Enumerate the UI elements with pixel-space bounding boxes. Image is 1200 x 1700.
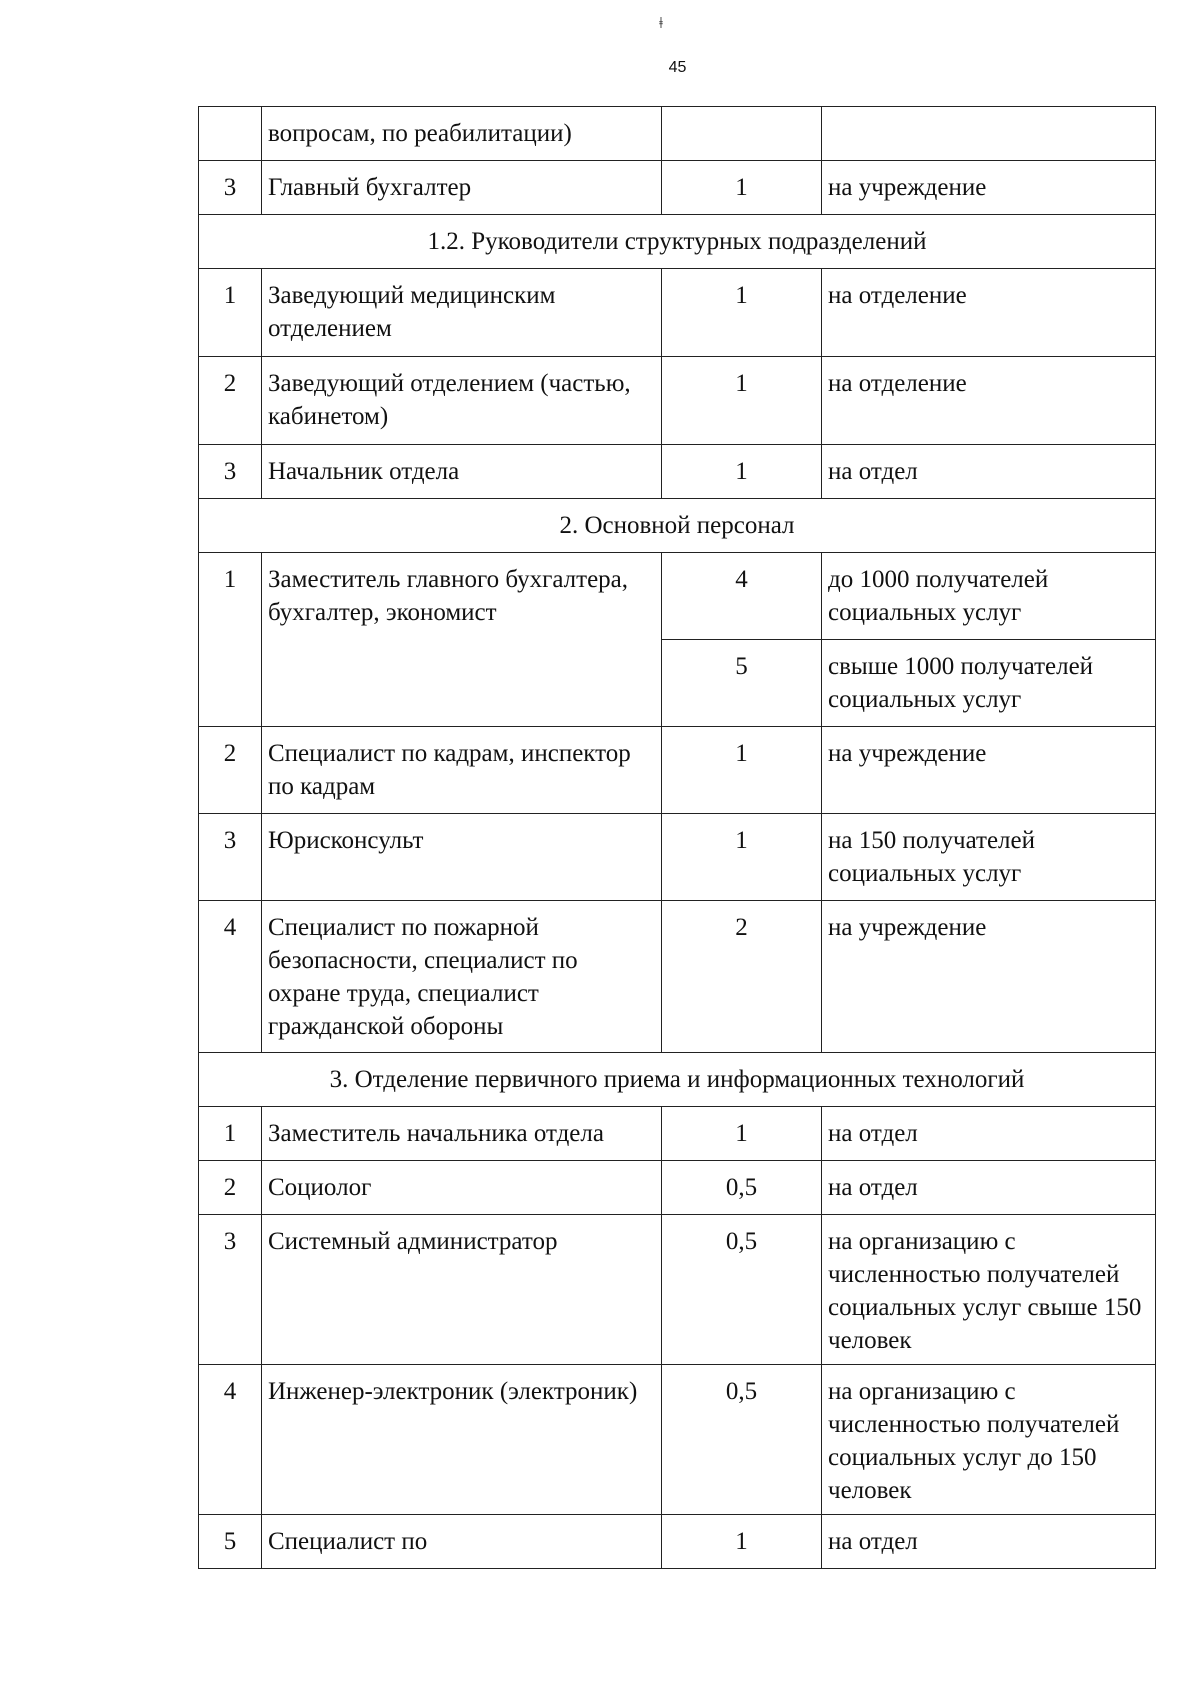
quantity-cell: 1 bbox=[662, 445, 822, 499]
position-cell: Системный администратор bbox=[262, 1215, 662, 1365]
quantity-cell: 2 bbox=[662, 901, 822, 1053]
basis-cell: на организацию с численностью получателей социальных услуг до 150 человек bbox=[822, 1365, 1156, 1515]
row-number bbox=[199, 107, 262, 161]
quantity-cell: 1 bbox=[662, 357, 822, 445]
quantity-cell: 5 bbox=[662, 640, 822, 727]
table-row bbox=[199, 357, 1156, 445]
position-cell: Специалист по кадрам, инспектор по кадрам bbox=[262, 727, 662, 814]
position-cell: Социолог bbox=[262, 1161, 662, 1215]
table-row bbox=[199, 1515, 1156, 1569]
position-cell: Начальник отдела bbox=[262, 445, 662, 499]
basis-cell: на отдел bbox=[822, 445, 1156, 499]
basis-cell: до 1000 получателей социальных услуг bbox=[822, 553, 1156, 640]
position-cell: Заместитель начальника отдела bbox=[262, 1107, 662, 1161]
section-heading-row bbox=[199, 1053, 1156, 1107]
row-number: 4 bbox=[199, 1365, 262, 1515]
position-cell: Специалист по bbox=[262, 1515, 662, 1569]
basis-cell: на учреждение bbox=[822, 161, 1156, 215]
table-row bbox=[199, 445, 1156, 499]
position-cell: Главный бухгалтер bbox=[262, 161, 662, 215]
basis-cell: свыше 1000 получателей социальных услуг bbox=[822, 640, 1156, 727]
section-heading: 1.2. Руководители структурных подразделений bbox=[199, 215, 1156, 269]
basis-cell: на учреждение bbox=[822, 727, 1156, 814]
row-number: 1 bbox=[199, 269, 262, 357]
quantity-cell: 1 bbox=[662, 1107, 822, 1161]
basis-cell bbox=[822, 107, 1156, 161]
basis-cell: на отдел bbox=[822, 1515, 1156, 1569]
table-row bbox=[199, 553, 1156, 640]
basis-cell: на отделение bbox=[822, 357, 1156, 445]
staffing-table bbox=[198, 106, 1156, 1569]
table-row bbox=[199, 1365, 1156, 1515]
quantity-cell: 1 bbox=[662, 161, 822, 215]
page-number: 45 bbox=[668, 59, 687, 76]
row-number: 5 bbox=[199, 1515, 262, 1569]
row-number: 3 bbox=[199, 814, 262, 901]
table-row bbox=[199, 1215, 1156, 1365]
margin-mark: ǂ bbox=[659, 15, 663, 32]
quantity-cell: 1 bbox=[662, 727, 822, 814]
quantity-cell bbox=[662, 107, 822, 161]
position-cell: Заведующий медицинским отделением bbox=[262, 269, 662, 357]
position-cell: Инженер-электроник (электроник) bbox=[262, 1365, 662, 1515]
basis-cell: на организацию с численностью получателей социальных услуг свыше 150 человек bbox=[822, 1215, 1156, 1365]
table-row bbox=[199, 107, 1156, 161]
section-heading-row bbox=[199, 215, 1156, 269]
table-row bbox=[199, 1161, 1156, 1215]
table-row bbox=[199, 161, 1156, 215]
table-row bbox=[199, 727, 1156, 814]
position-cell: Заместитель главного бухгалтера, бухгалтер, экономист bbox=[262, 553, 662, 727]
quantity-cell: 0,5 bbox=[662, 1365, 822, 1515]
position-cell: Специалист по пожарной безопасности, специалист по охране труда, специалист гражданской обороны bbox=[262, 901, 662, 1053]
row-number: 1 bbox=[199, 553, 262, 727]
quantity-cell: 0,5 bbox=[662, 1215, 822, 1365]
position-cell: Юрисконсульт bbox=[262, 814, 662, 901]
basis-cell: на отдел bbox=[822, 1107, 1156, 1161]
table-row bbox=[199, 814, 1156, 901]
section-heading: 3. Отделение первичного приема и информационных технологий bbox=[199, 1053, 1156, 1107]
section-heading-row bbox=[199, 499, 1156, 553]
row-number: 3 bbox=[199, 445, 262, 499]
basis-cell: на учреждение bbox=[822, 901, 1156, 1053]
quantity-cell: 0,5 bbox=[662, 1161, 822, 1215]
row-number: 1 bbox=[199, 1107, 262, 1161]
table-row bbox=[199, 269, 1156, 357]
basis-cell: на 150 получателей социальных услуг bbox=[822, 814, 1156, 901]
quantity-cell: 4 bbox=[662, 553, 822, 640]
basis-cell: на отделение bbox=[822, 269, 1156, 357]
quantity-cell: 1 bbox=[662, 269, 822, 357]
basis-cell: на отдел bbox=[822, 1161, 1156, 1215]
row-number: 4 bbox=[199, 901, 262, 1053]
quantity-cell: 1 bbox=[662, 1515, 822, 1569]
position-cell: вопросам, по реабилитации) bbox=[262, 107, 662, 161]
row-number: 2 bbox=[199, 357, 262, 445]
table-row bbox=[199, 901, 1156, 1053]
table-row bbox=[199, 1107, 1156, 1161]
row-number: 3 bbox=[199, 1215, 262, 1365]
quantity-cell: 1 bbox=[662, 814, 822, 901]
row-number: 3 bbox=[199, 161, 262, 215]
position-cell: Заведующий отделением (частью, кабинетом) bbox=[262, 357, 662, 445]
section-heading: 2. Основной персонал bbox=[199, 499, 1156, 553]
row-number: 2 bbox=[199, 1161, 262, 1215]
row-number: 2 bbox=[199, 727, 262, 814]
